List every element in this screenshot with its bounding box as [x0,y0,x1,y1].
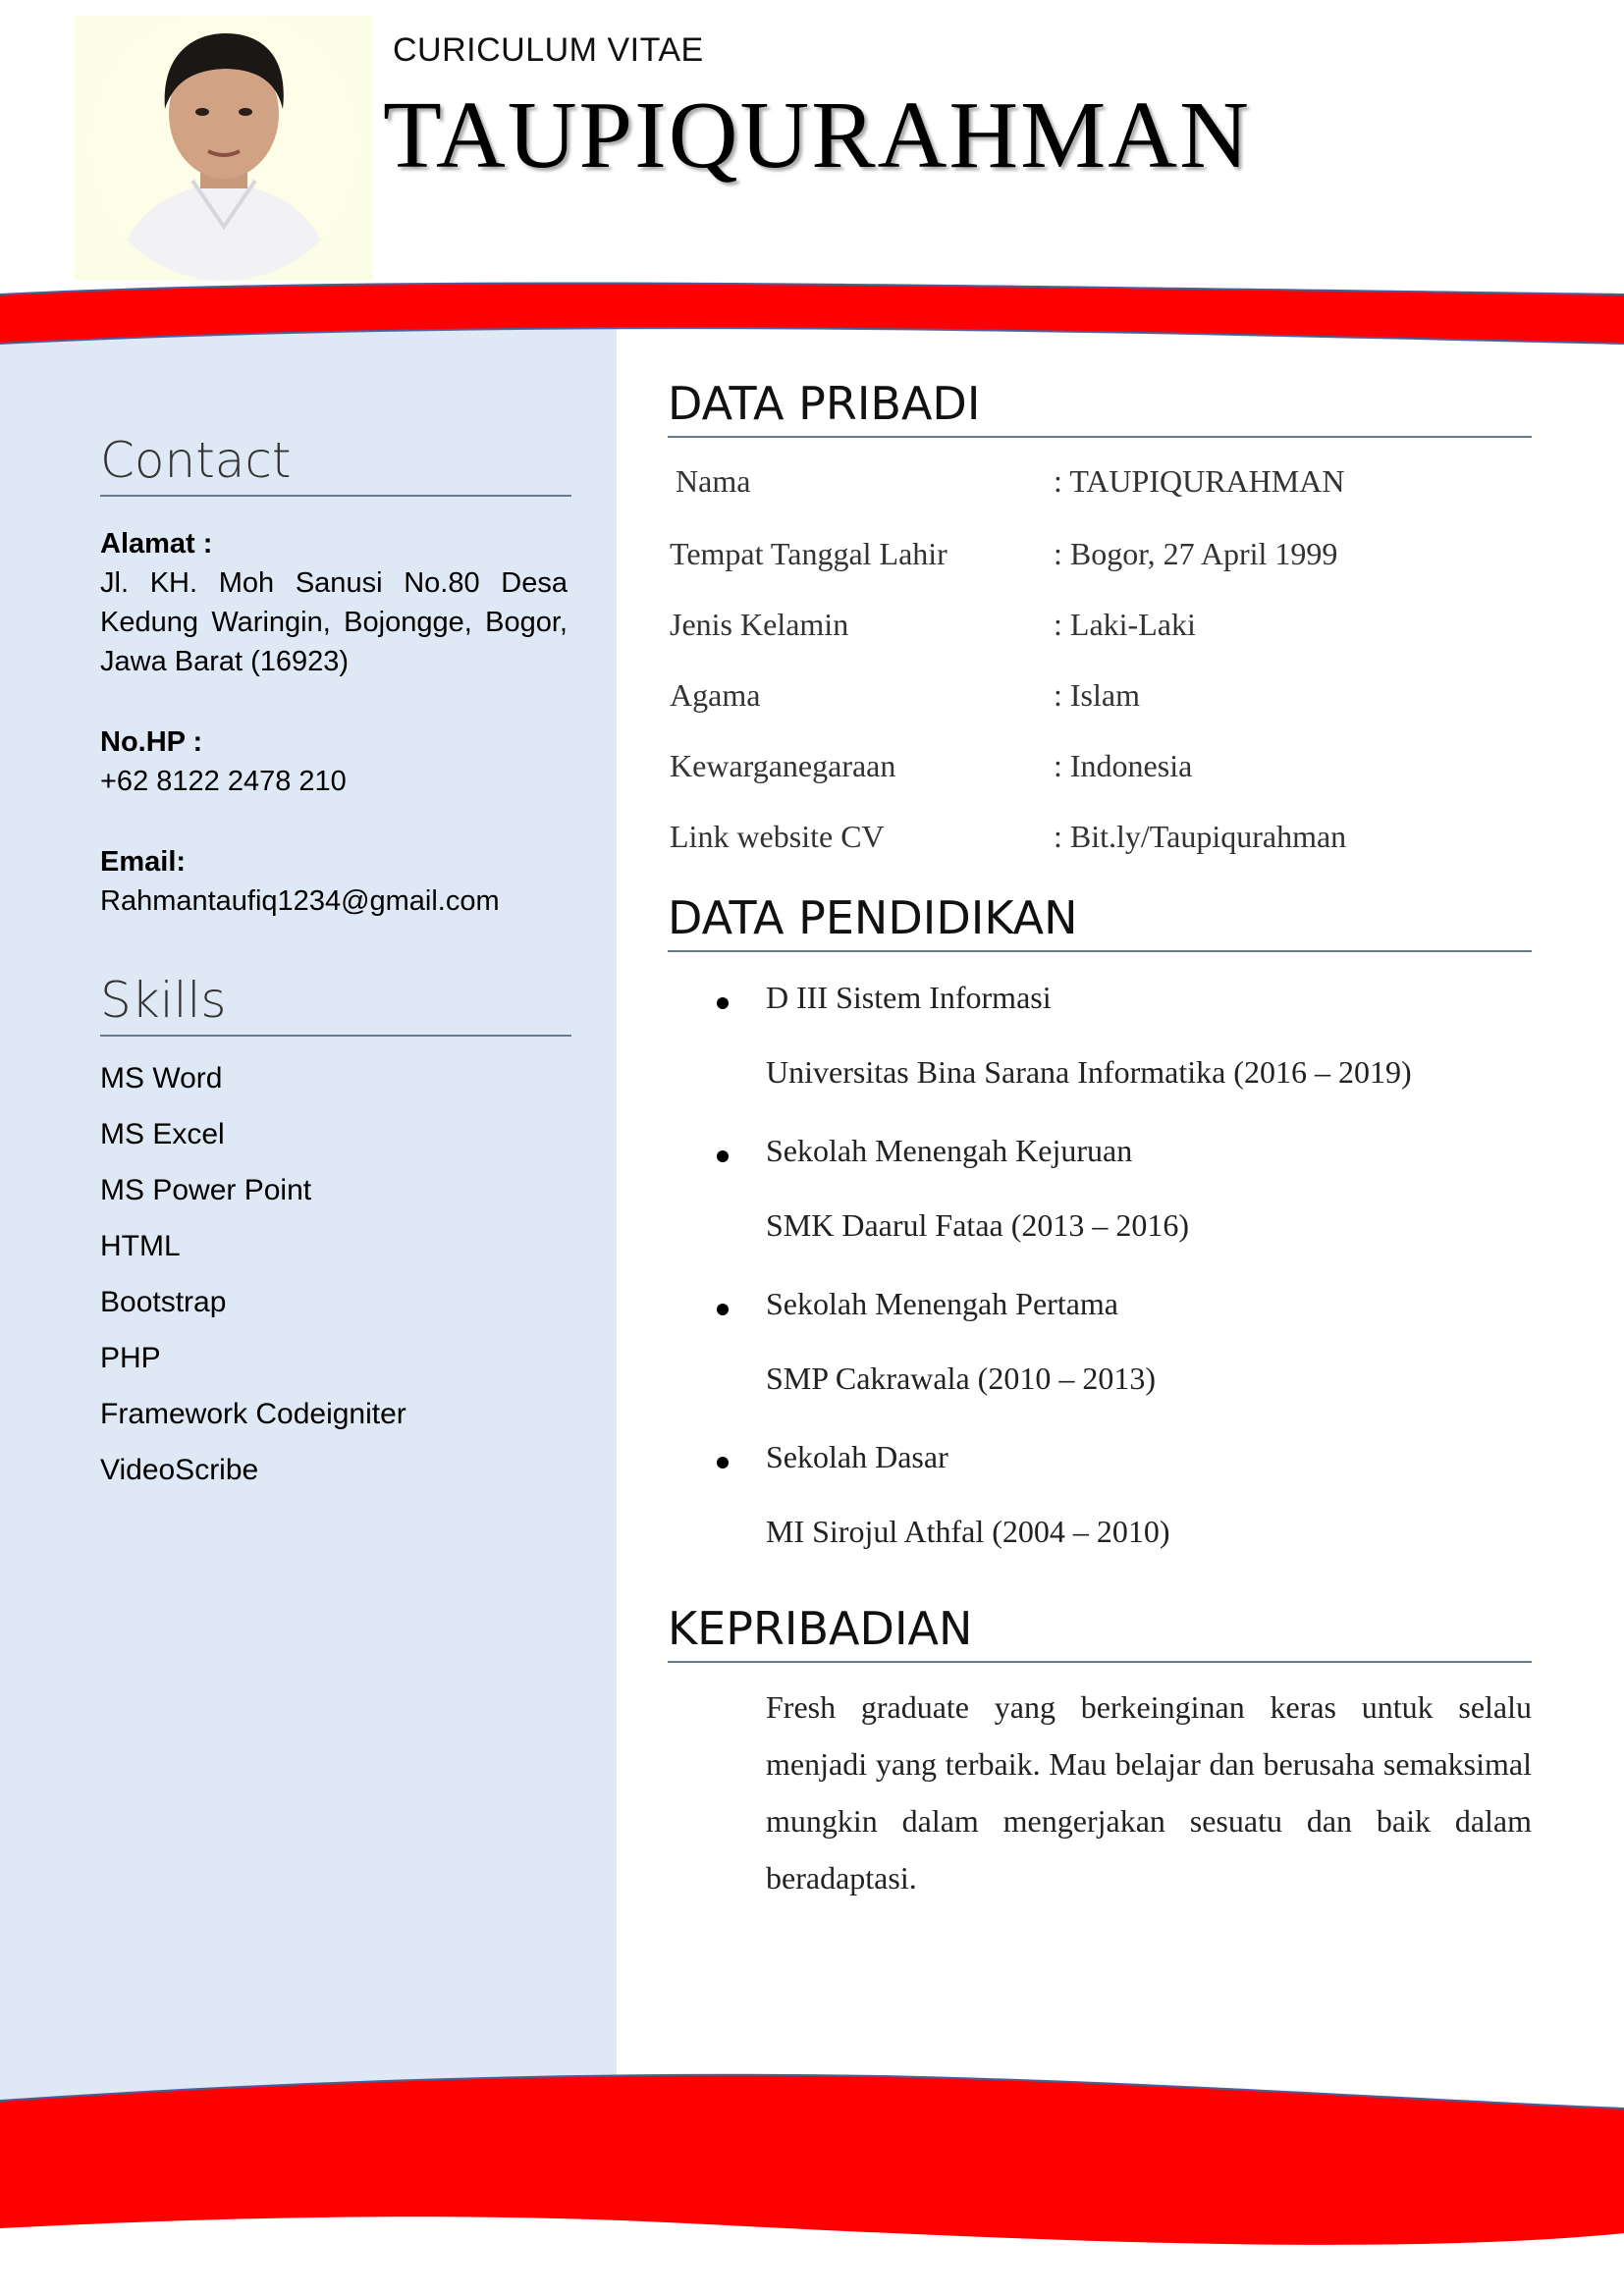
education-school: SMK Daarul Fataa (2013 – 2016) [766,1207,1190,1243]
bullet-icon [717,997,729,1009]
phone-label: No.HP : [100,726,203,758]
contact-heading: Contact [100,432,571,497]
education-school: Universitas Bina Sarana Informatika (2016 – 2019) [766,1054,1412,1090]
bullet-icon [717,1457,729,1468]
personal-row-value: : Islam [1054,677,1140,713]
personal-row-label: Jenis Kelamin [670,607,849,642]
personal-row-label: Link website CV [670,819,885,854]
email-value: Rahmantaufiq1234@gmail.com [100,885,500,917]
education-heading: DATA PENDIDIKAN [668,891,1532,952]
skill-item: Bootstrap [100,1286,227,1318]
education-level: D III Sistem Informasi [766,980,1052,1015]
phone-value: +62 8122 2478 210 [100,766,347,797]
personal-row-label: Nama [676,463,751,499]
personality-text: Fresh graduate yang berkeinginan keras untuk selalu menjadi yang terbaik. Mau belajar dan berusaha semaksimal mungkin dalam mengerjakan sesuatu dan baik dalam beradaptasi. [766,1689,1532,1896]
skills-heading: Skills [100,972,571,1037]
personal-row-label: Kewarganegaraan [670,748,896,783]
skill-item: PHP [100,1342,161,1374]
bullet-icon [717,1304,729,1315]
personal-row-label: Tempat Tanggal Lahir [670,536,947,571]
education-school: MI Sirojul Athfal (2004 – 2010) [766,1514,1170,1549]
personal-row-value: : Bit.ly/Taupiqurahman [1054,819,1347,854]
education-school: SMP Cakrawala (2010 – 2013) [766,1361,1156,1396]
profile-photo [75,16,373,281]
skill-item: HTML [100,1230,181,1262]
address-label: Alamat : [100,528,213,560]
skill-item: VideoScribe [100,1454,259,1486]
personal-row-label: Agama [670,677,761,713]
address-value: Jl. KH. Moh Sanusi No.80 Desa Kedung Waringin, Bojongge, Bogor, Jawa Barat (16923) [100,567,568,677]
personal-row-value: : Laki-Laki [1054,607,1196,642]
skill-item: MS Power Point [100,1174,312,1206]
page-title: TAUPIQURAHMAN [383,82,1251,188]
education-level: Sekolah Menengah Kejuruan [766,1133,1133,1168]
profile-photo-illustration [75,16,373,281]
skill-item: MS Word [100,1062,223,1095]
personal-row-value: : Bogor, 27 April 1999 [1054,536,1338,571]
education-level: Sekolah Dasar [766,1439,948,1474]
personal-data-heading: DATA PRIBADI [668,377,1532,438]
skill-item: Framework Codeigniter [100,1398,406,1430]
personality-heading: KEPRIBADIAN [668,1602,1532,1663]
education-level: Sekolah Menengah Pertama [766,1286,1118,1321]
top-wave-band [0,275,1624,363]
cv-label: CURICULUM VITAE [393,31,704,69]
personal-row-value: : TAUPIQURAHMAN [1054,463,1345,499]
personal-row-value: : Indonesia [1054,748,1193,783]
bullet-icon [717,1150,729,1162]
email-label: Email: [100,846,187,878]
bottom-wave-band [0,2061,1624,2258]
skill-item: MS Excel [100,1118,225,1150]
